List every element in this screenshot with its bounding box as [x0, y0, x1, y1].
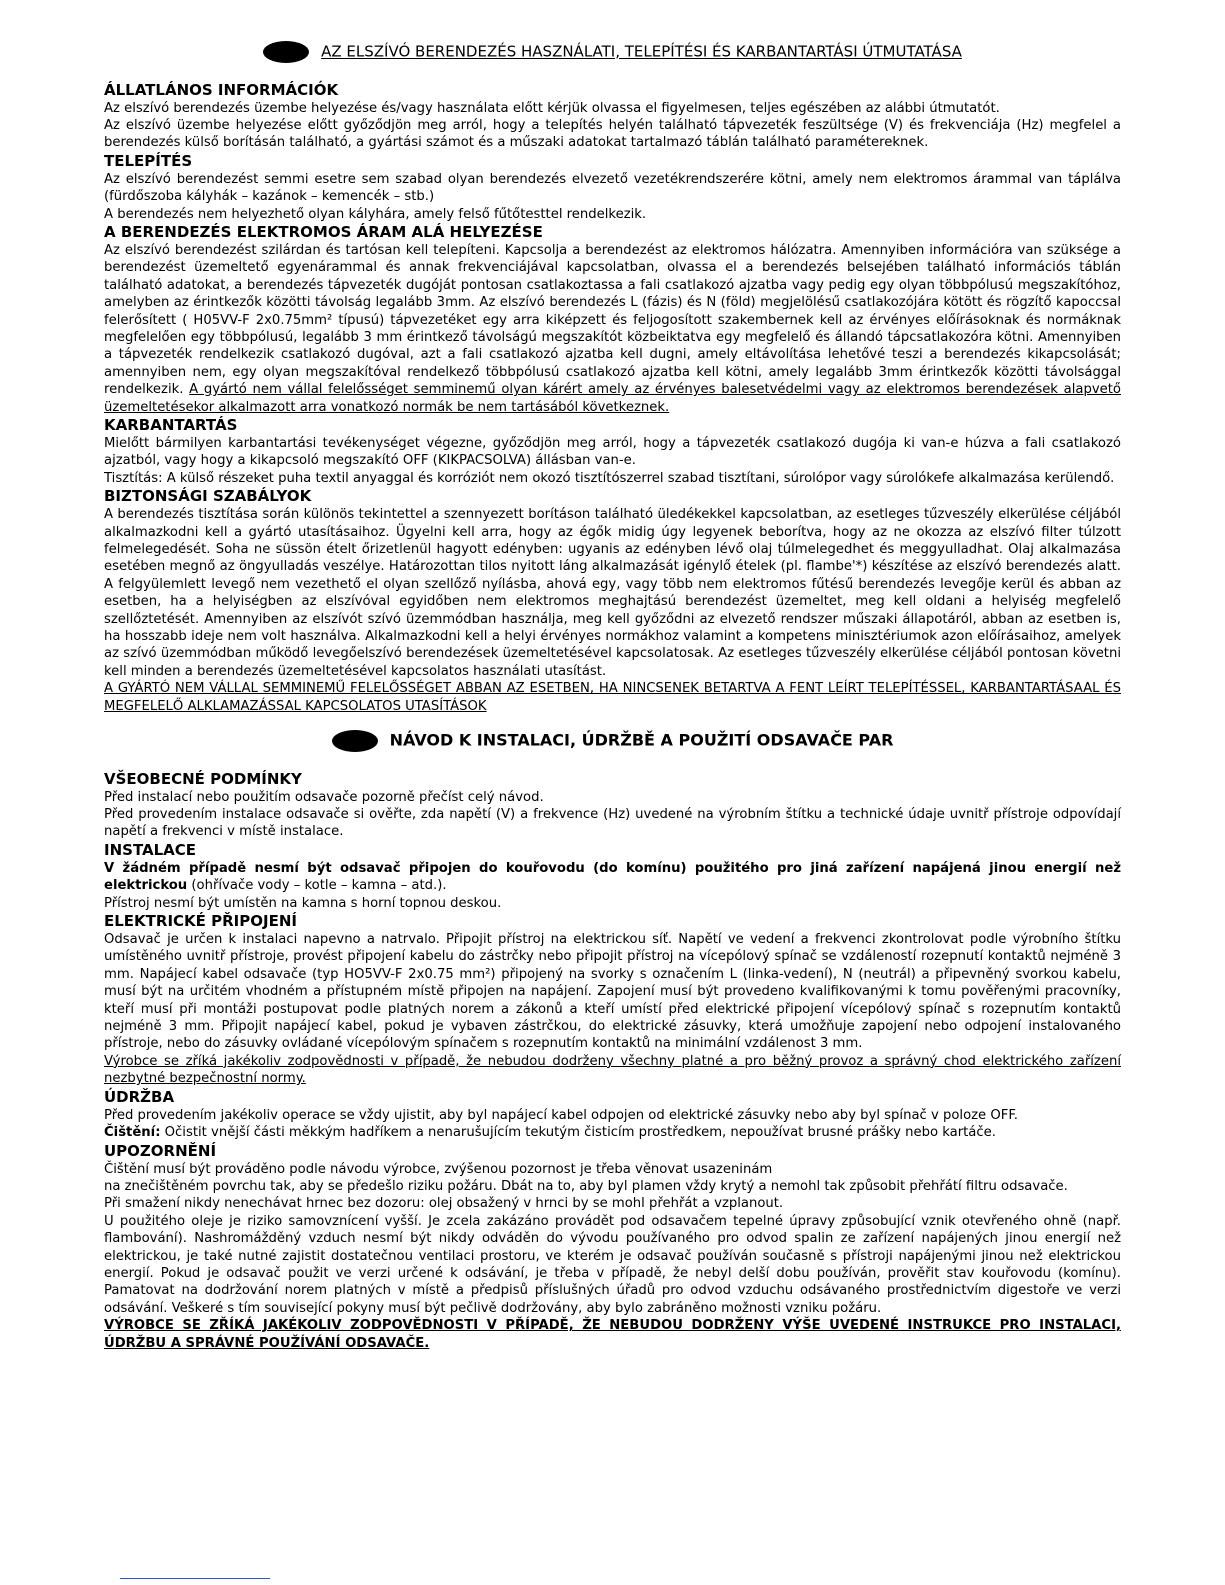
hu-title-row [104, 40, 1121, 63]
hu-general-p1: Az elszívó berendezés üzembe helyezése és/vagy használata előtt kérjük olvassa el figyelmesen, teljes egészében az alábbi útmutatót. [104, 100, 1000, 116]
cz-general-p2: Před provedením instalace odsavače si ověřte, zda napětí (V) a frekvence (Hz) uvedené na výrobním štítku a technické údaje uvnitř přístroje odpovídají napětí a frekvenci v místě instalace. [104, 807, 1121, 840]
hu-install-heading: TELEPÍTÉS [104, 151, 193, 170]
cz-section-electric [104, 912, 1121, 1088]
cz-install-p2: Přístroj nesmí být umístěn na kamna s horní topnou deskou. [104, 895, 502, 911]
language-marker-icon [263, 41, 309, 63]
hu-safety-disclaimer: A GYÁRTÓ NEM VÁLLAL SEMMINEMŰ FELELŐSSÉGET ABBAN AZ ESETBEN, HA NINCSENEK BETARTVA A FENT LEÍRT TELEPÍTÉSSEL, KARBANTARTÁSAAL ÉS MEGFELELŐ ALKLAMAZÁSSAL KAPCSOLATOS UTASÍTÁSOK [104, 681, 1121, 714]
hu-safety-heading: BIZTONSÁGI SZABÁLYOK [104, 487, 312, 506]
hu-section-safety [104, 487, 1121, 715]
hu-maintenance-p1: Mielőtt bármilyen karbantartási tevékenységet végezne, győződjön meg arról, hogy a tápvezeték csatlakozó dugója ki van-e húzva a fali csatlakozó ajzatból, vagy hogy a kikapcsoló megszakító OFF (KIKPACSOLVA) állásban van-e. [104, 436, 1121, 469]
hu-section-electric [104, 223, 1121, 416]
hu-general-p2: Az elszívó üzembe helyezése előtt győződjön meg arról, hogy a telepítés helyén található tápvezeték feszültsége (V) és frekvenciája (Hz) megfelel a berendezés külső borításán található, a gyártási számot és a műszaki adatokat tartalmazó táblán található paramétereknek. [104, 117, 1121, 151]
cz-maintenance-p1: Před provedením jakékoliv operace se vždy ujistit, aby byl napájecí kabel odpojen od elektrické zásuvky nebo aby byl spínač v poloze OFF. [104, 1107, 1018, 1123]
cz-electric-disclaimer: Výrobce se zříká jakékoliv zodpovědnosti v případě, že nebudou dodrženy všechny platné a pro běžný provoz a správný chod elektrického zařízení nezbytné bezpečnostní normy. [104, 1053, 1121, 1087]
hu-section-install [104, 152, 1121, 223]
cz-general-p1: Před instalací nebo použitím odsavače pozorně přečíst celý návod. [104, 789, 544, 805]
cz-electric-heading: ELEKTRICKÉ PŘIPOJENÍ [104, 912, 297, 931]
cz-title-row [104, 729, 1121, 752]
hu-maintenance-p2: Tisztítás: A külső részeket puha textil anyaggal és korróziót nem okozó tisztítószerrel szabad tisztítani, súrolópor vagy súrolókefe alkalmazása kerülendő. [104, 470, 1115, 486]
cz-warning-p2: na znečištěném povrchu tak, aby se předešlo riziku požáru. Dbát na to, aby byl plamen vždy krytý a nemohl tak způsobit přehřátí filtru odsavače. [104, 1178, 1068, 1194]
hu-electric-heading: A BERENDEZÉS ELEKTROMOS ÁRAM ALÁ HELYEZÉSE [104, 222, 543, 241]
hu-install-p1: Az elszívó berendezést semmi esetre sem szabad olyan berendezés elvezető vezetékrendszerére kötni, amely nem elektromos árammal van táplálva (fürdőszoba kályhák – kazánok – kemencék – stb.) [104, 171, 1121, 205]
cz-electric-p1: Odsavač je určen k instalaci napevno a natrvalo. Připojit přístroj na elektrickou síť. Napětí ve vedení a frekvenci zkontrolovat podle výrobního štítku umístěného uvnitř přístroje, provést připojení kabelu do zástrčky nebo připojit přístroj na vícepólový spínač se vzdáleností rozepnutí kontaktů nejméně 3 mm. Napájecí kabel odsavače (typ HO5VV-F 2x0.75 mm²) připojený na svorky s označením L (linka-vedení), N (neutrál) a připevněný svorkou kabelu, musí být na určitém vhodném a přístupném místě připojen na napájení. Zapojení musí být provedeno kvalifikovanými k tomu pověřenými pracovníky, kteří musí při montáži postupovat podle platných norem a zákonů a kteří umístí před elektrické připojení vícepólový spínač s rozepnutím kontaktů nejméně 3 mm. Připojit napájecí kabel, pokud je vybaven zástrčkou, do elektrické zásuvky, která umožňuje zapojení nebo odpojení instalovaného přístroje, nebo do zásuvky ovládané vícepólovým spínačem s rozepnutím kontaktů na minimální vzdálenost 3 mm. [104, 932, 1121, 1052]
cz-section-general [104, 770, 1121, 841]
footer-rule [120, 1578, 270, 1579]
cz-install-p1 [104, 860, 1121, 895]
cz-warning-p1: Čištění musí být prováděno podle návodu výrobce, zvýšenou pozornost je třeba věnovat usazeninám [104, 1161, 773, 1177]
hu-electric-text: Az elszívó berendezést szilárdan és tartósan kell telepíteni. Kapcsolja a berendezést az elektromos hálózatra. Amennyiben információra van szüksége a berendezést üzemeltető egyenárammal és annak frekvenciájával kapcsolatban, olvassa el a berendezés belsejében található információs táblán található adatokat, a berendezés tápvezeték dugóját pontosan csatlakoztassa a fali csatlakozó ajzatba vagy pedig egy olyan többpólusú megszakítóhoz, amelyben az érintkezők közötti távolság legalább 3mm. Az elszívó berendezés L (fázis) és N (föld) megjelölésű csatlakozójára kötött és rögzítő kapoccsal felerősített ( H05VV-F 2x0.75mm² típusú) tápvezetéket egy arra kiképzett és feljogosított szakembernek kell az érvényes előírásoknak és normáknak megfelelően egy többpólusú, legalább 3 mm érintkező távolságú megszakítót közbeiktatva egy megfelelő és állandó tápcsatlakozóra kötni. Amennyiben a tápvezeték rendelkezik csatlakozó dugóval, azt a fali csatlakozó ajzatba kell dugni, amely eltávolítása lehetővé teszi a berendezés kikapcsolását; amennyiben nem, egy olyan megszakítóval rendelkező többpólusú csatlakozó ajzatba kell kötni, amely legalább 3mm érintkezők közötti távolsággal rendelkezik. [104, 242, 1121, 398]
language-marker-icon [332, 730, 378, 752]
cz-section-warning [104, 1142, 1121, 1352]
cz-install-examples: (ohřívače vody – kotle – kamna – atd.). [187, 878, 447, 894]
cz-general-heading: VŠEOBECNÉ PODMÍNKY [104, 769, 302, 788]
cz-install-warning: V žádném případě nesmí být odsavač připojen do kouřovodu (do komínu) použitého pro jiná zařízení napájená jinou energií než elektrickou [104, 860, 1121, 894]
hu-maintenance-heading: KARBANTARTÁS [104, 416, 238, 434]
cz-warning-p4: U použitého oleje je riziko samovznícení vyšší. Je zcela zakázáno provádět pod odsavačem tepelné úpravy způsobující vznik otevřeného ohně (např. flambování). Nashromážděný vzduch nesmí být nikdy odváděn do vývodu používaného pro odvod spalin ze zařízení napájených jinou energií než elektrickou, je také nutné zajistit dostatečnou ventilaci prostoru, ve kterém je odsavač používán současně s přístroji napájenými jinou než elektrickou energií. Pokud je odsavač použit ve verzi určené k odsávání, je třeba v případě, že nebyl delší dobu používán, prověřit stav kouřovodu (komínu). Pamatovat na dodržování norem platných v místě a předpisů příslušných úřadů pro odvod vzduchu odsávaného prostřednictvím digestoře ve verzi odsávání. Veškeré s tím související pokyny musí být pečlivě dodržovány, aby bylo zabráněno možnosti vzniku požáru. [104, 1213, 1121, 1316]
cz-cleaning-text: Očistit vnější části měkkým hadříkem a nenarušujícím tekutým čisticím prostředkem, nepoužívat brusné prášky nebo kartáče. [160, 1125, 996, 1141]
cz-section-maintenance [104, 1088, 1121, 1142]
cz-maintenance-p2 [104, 1124, 1121, 1141]
hu-section-general [104, 81, 1121, 152]
hu-title: AZ ELSZÍVÓ BERENDEZÉS HASZNÁLATI, TELEPÍTÉSI ÉS KARBANTARTÁSI ÚTMUTATÁSA [321, 42, 962, 61]
cz-maintenance-heading: ÚDRŽBA [104, 1087, 175, 1106]
hu-general-heading: ÁLLATLÁNOS INFORMÁCIÓK [104, 80, 339, 99]
cz-cleaning-label: Čištění: [104, 1125, 161, 1141]
cz-warning-p3: Při smažení nikdy nenechávat hrnec bez dozoru: olej obsažený v hrnci by se mohl přehřát a vzplanout. [104, 1196, 784, 1212]
hu-safety-p1: A berendezés tisztítása során különös tekintettel a szennyezett borításon található üledékekkel kapcsolatban, az esetleges tűzveszély elkerülése céljából alkalmazkodni kell a gyártó utasításaihoz. Ügyelni kell arra, hogy az égők midig úgy legyenek beborítva, hogy az ne okozza az elszívó filter túlzott felmelegedését. Soha ne süssön ételt őrizetlenül hagyott edényben: ugyanis az edényben lévő olaj túlmelegedhet és meggyulladhat. Olaj alkalmazása esetében megnő az öngyulladás veszélye. Határozottan tilos nyitott láng alkalmazását igénylő ételek (pl. flambe'*) készítése az elszívó berendezés alatt. A felgyülemlett levegő nem vezethető el olyan szellőző nyílásba, ahová egy, vagy több nem elektromos fűtésű berendezés levegője kerül és abban az esetben, ha a helyiségben az elszívóval egyidőben nem elektromos meghajtású berendezést üzemeltet, meg kell oldani a helyiség megfelelő szellőztetését. Amennyiben az elszívót szívó üzemmódban használja, meg kell győződni az elvezető rendszer műszaki állapotáról, abban az esetben is, ha hosszabb ideje nem volt használva. Alkalmazkodni kell a helyi érvényes normákhoz valamint a kompetens minisztériumok azon előírásaihoz, amelyek az szívó üzemmódban működő levegőelszívó berendezések üzemeltetésével kapcsolatosak. Az esetleges tűzveszély elkerülése céljából pontosan követni kell minden a berendezés üzemeltetésével kapcsolatos használati utasítást. [104, 507, 1121, 679]
cz-warning-disclaimer: VÝROBCE SE ZŘÍKÁ JAKÉKOLIV ZODPOVĚDNOSTI V PŘÍPADĚ, ŽE NEBUDOU DODRŽENY VÝŠE UVEDENÉ INSTRUKCE PRO INSTALACI, ÚDRŽBU A SPRÁVNÉ POUŽÍVÁNÍ ODSAVAČE. [104, 1318, 1121, 1351]
hu-section-maintenance [104, 416, 1121, 487]
hu-electric-disclaimer: A gyártó nem vállal felelősséget semminemű olyan kárért amely az érvényes balesetvédelmi vagy az elektromos berendezések alapvető üzemeltetésekor alkalmazott arra vonatkozó normák be nem tartásából következnek. [104, 382, 1121, 415]
cz-install-heading: INSTALACE [104, 840, 197, 859]
hu-electric-p1 [104, 242, 1121, 416]
cz-section-install [104, 841, 1121, 912]
cz-warning-heading: UPOZORNĚNÍ [104, 1141, 217, 1160]
hu-install-p2: A berendezés nem helyezhető olyan kályhára, amely felső fűtőtesttel rendelkezik. [104, 206, 647, 222]
cz-title: NÁVOD K INSTALACI, ÚDRŽBĚ A POUŽITÍ ODSAVAČE PAR [389, 730, 894, 750]
